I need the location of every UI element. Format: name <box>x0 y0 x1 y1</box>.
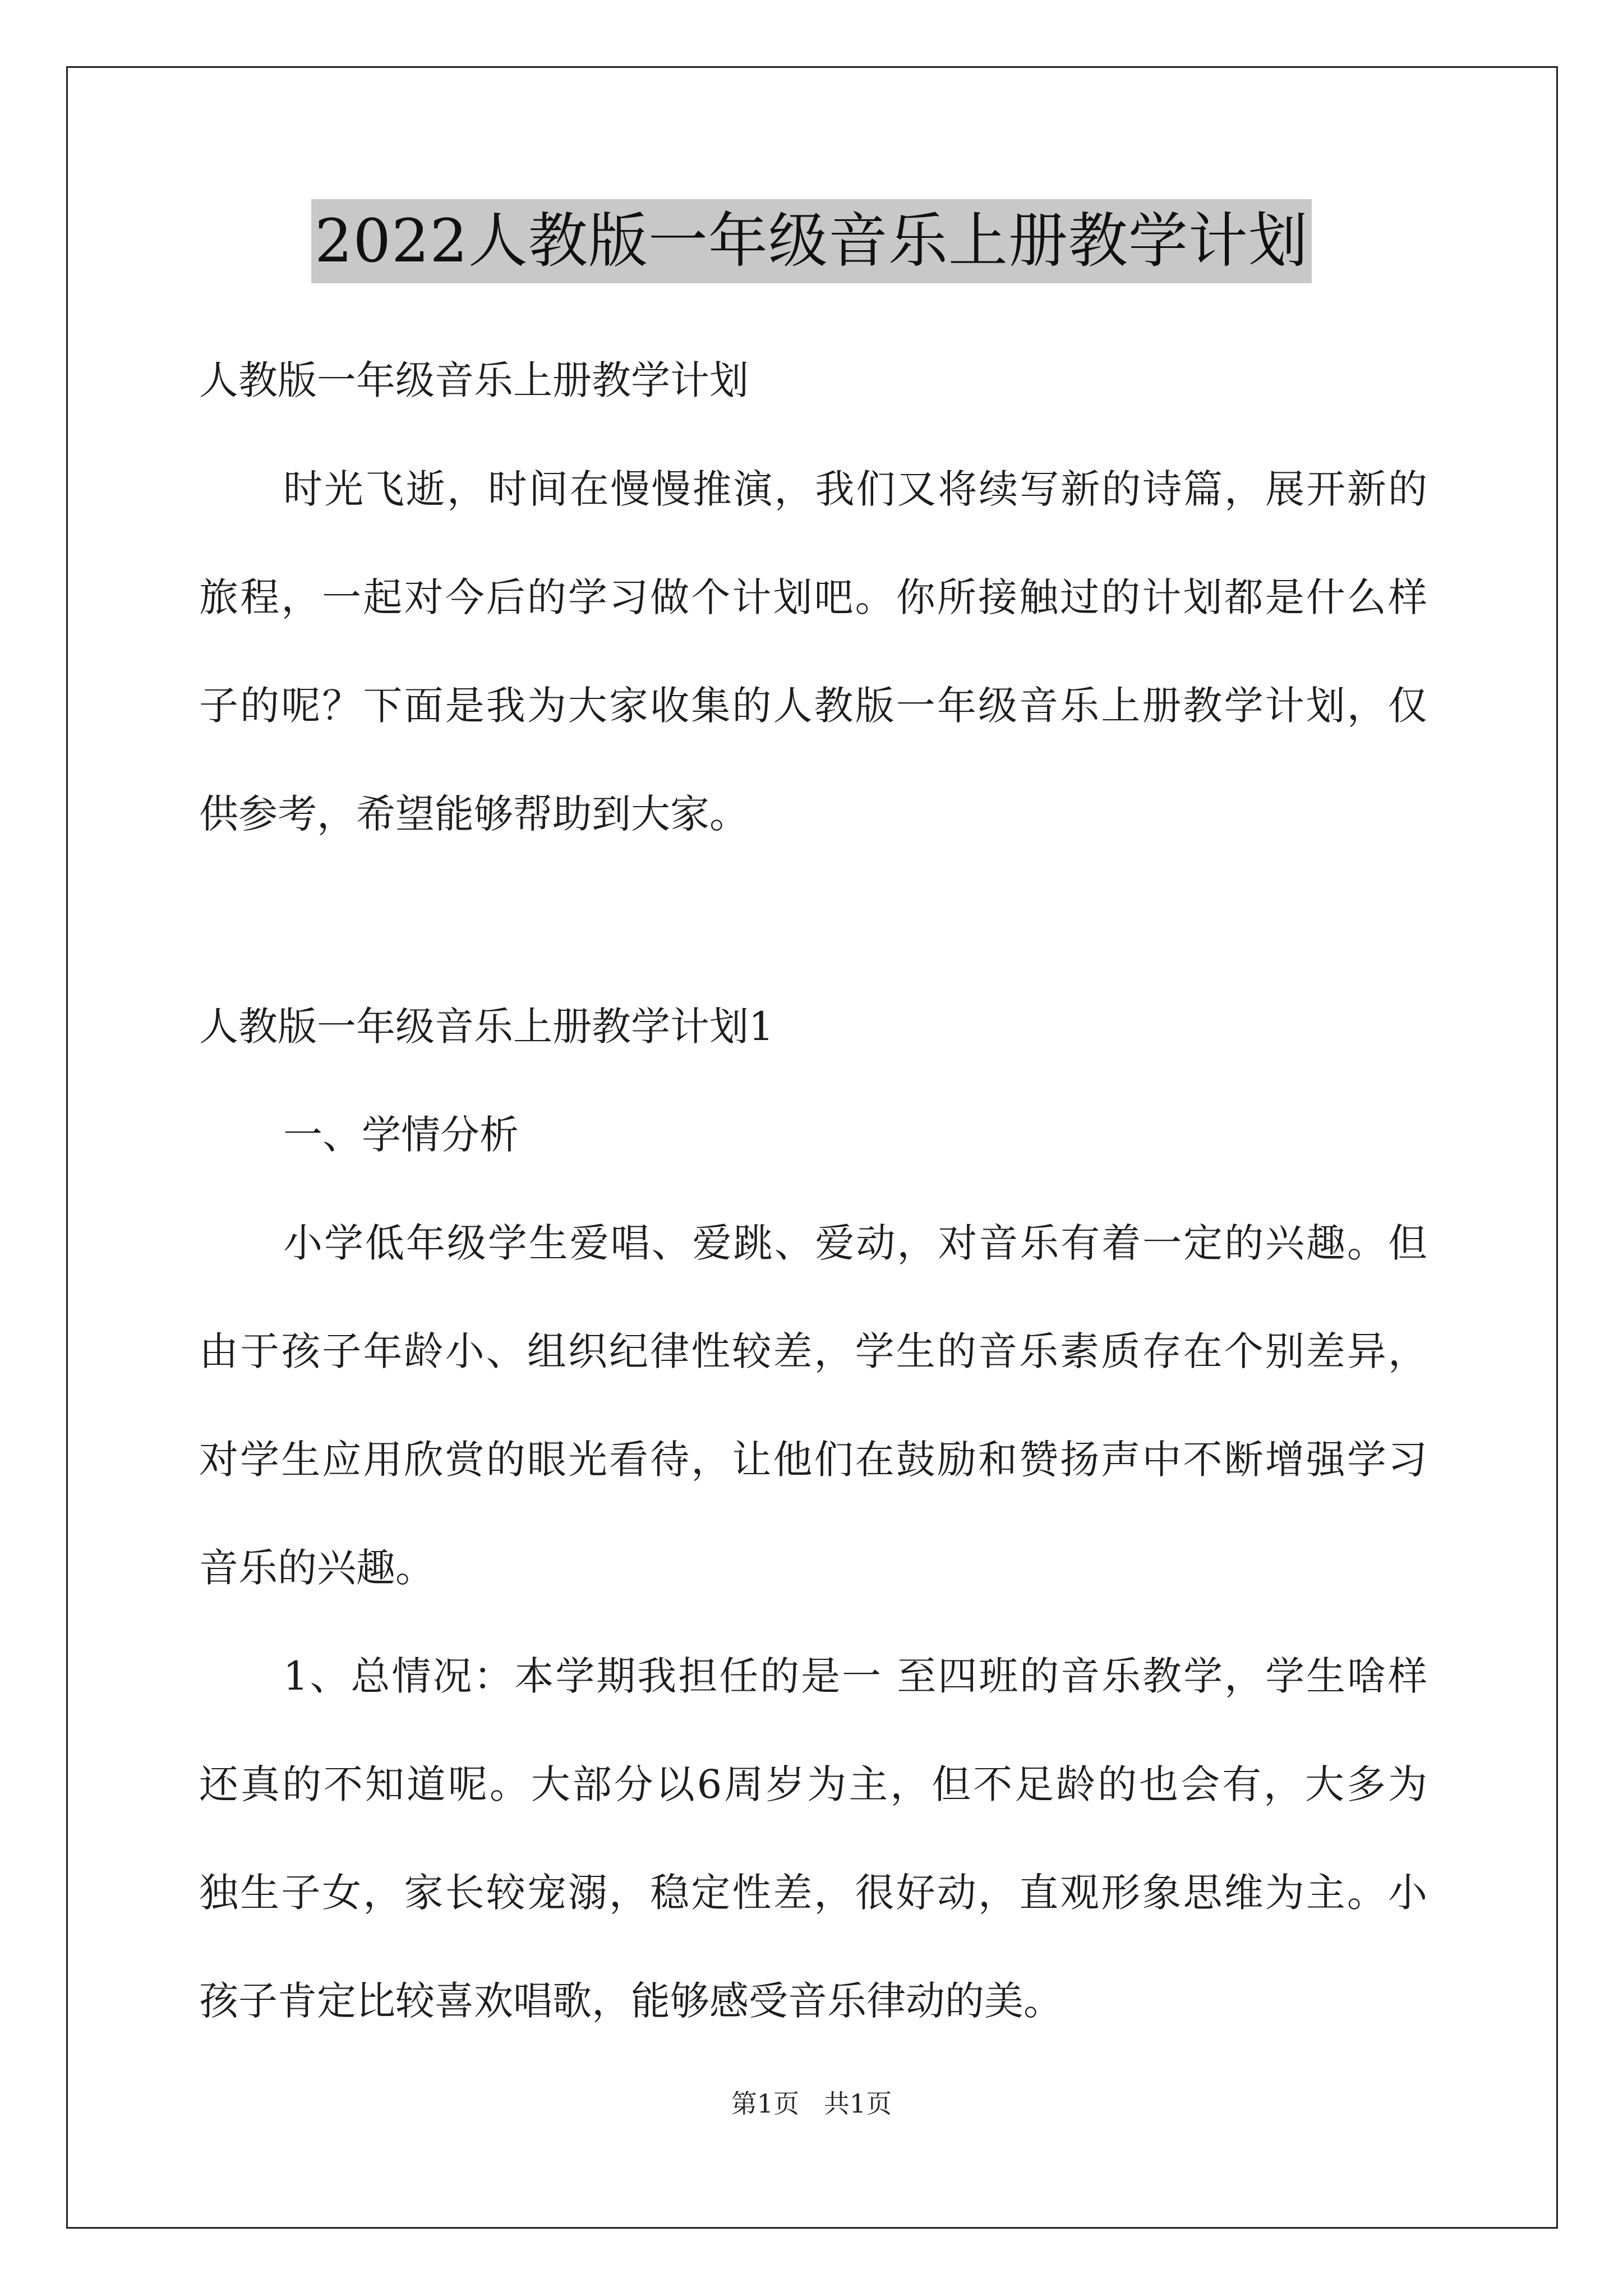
intro-line: 供参考，希望能够帮助到大家。 <box>199 791 749 837</box>
document-title: 2022人教版一年级音乐上册教学计划 <box>311 199 1312 283</box>
intro-line: 子的呢？下面是我为大家收集的人教版一年级音乐上册教学计划，仅 <box>199 683 1427 729</box>
intro-line: 旅程，一起对今后的学习做个计划吧。你所接触过的计划都是什么样 <box>199 574 1427 620</box>
intro-line: 时光飞逝，时间在慢慢推演，我们又将续写新的诗篇，展开新的 <box>283 466 1427 512</box>
section-heading: 人教版一年级音乐上册教学计划1 <box>199 1004 774 1050</box>
subtitle: 人教版一年级音乐上册教学计划 <box>199 357 749 403</box>
paragraph-line: 音乐的兴趣。 <box>199 1545 435 1591</box>
paragraph-line: 还真的不知道呢。大部分以6周岁为主，但不足龄的也会有，大多为 <box>199 1761 1427 1807</box>
paragraph-line: 孩子肯定比较喜欢唱歌，能够感受音乐律动的美。 <box>199 1978 1063 2024</box>
paragraph-line: 独生子女，家长较宠溺，稳定性差，很好动，直观形象思维为主。小 <box>199 1870 1427 1916</box>
paragraph-line: 由于孩子年龄小、组织纪律性较差，学生的音乐素质存在个别差异， <box>199 1328 1427 1374</box>
paragraph-line: 1、总情况：本学期我担任的是一 至四班的音乐教学，学生啥样 <box>283 1653 1427 1699</box>
page-footer: 第1页 共1页 <box>731 2088 892 2119</box>
subheading: 一、学情分析 <box>283 1112 519 1158</box>
title-container <box>0 199 1623 283</box>
paragraph-line: 对学生应用欣赏的眼光看待，让他们在鼓励和赞扬声中不断增强学习 <box>199 1437 1427 1483</box>
paragraph-line: 小学低年级学生爱唱、爱跳、爱动，对音乐有着一定的兴趣。但 <box>283 1220 1427 1266</box>
